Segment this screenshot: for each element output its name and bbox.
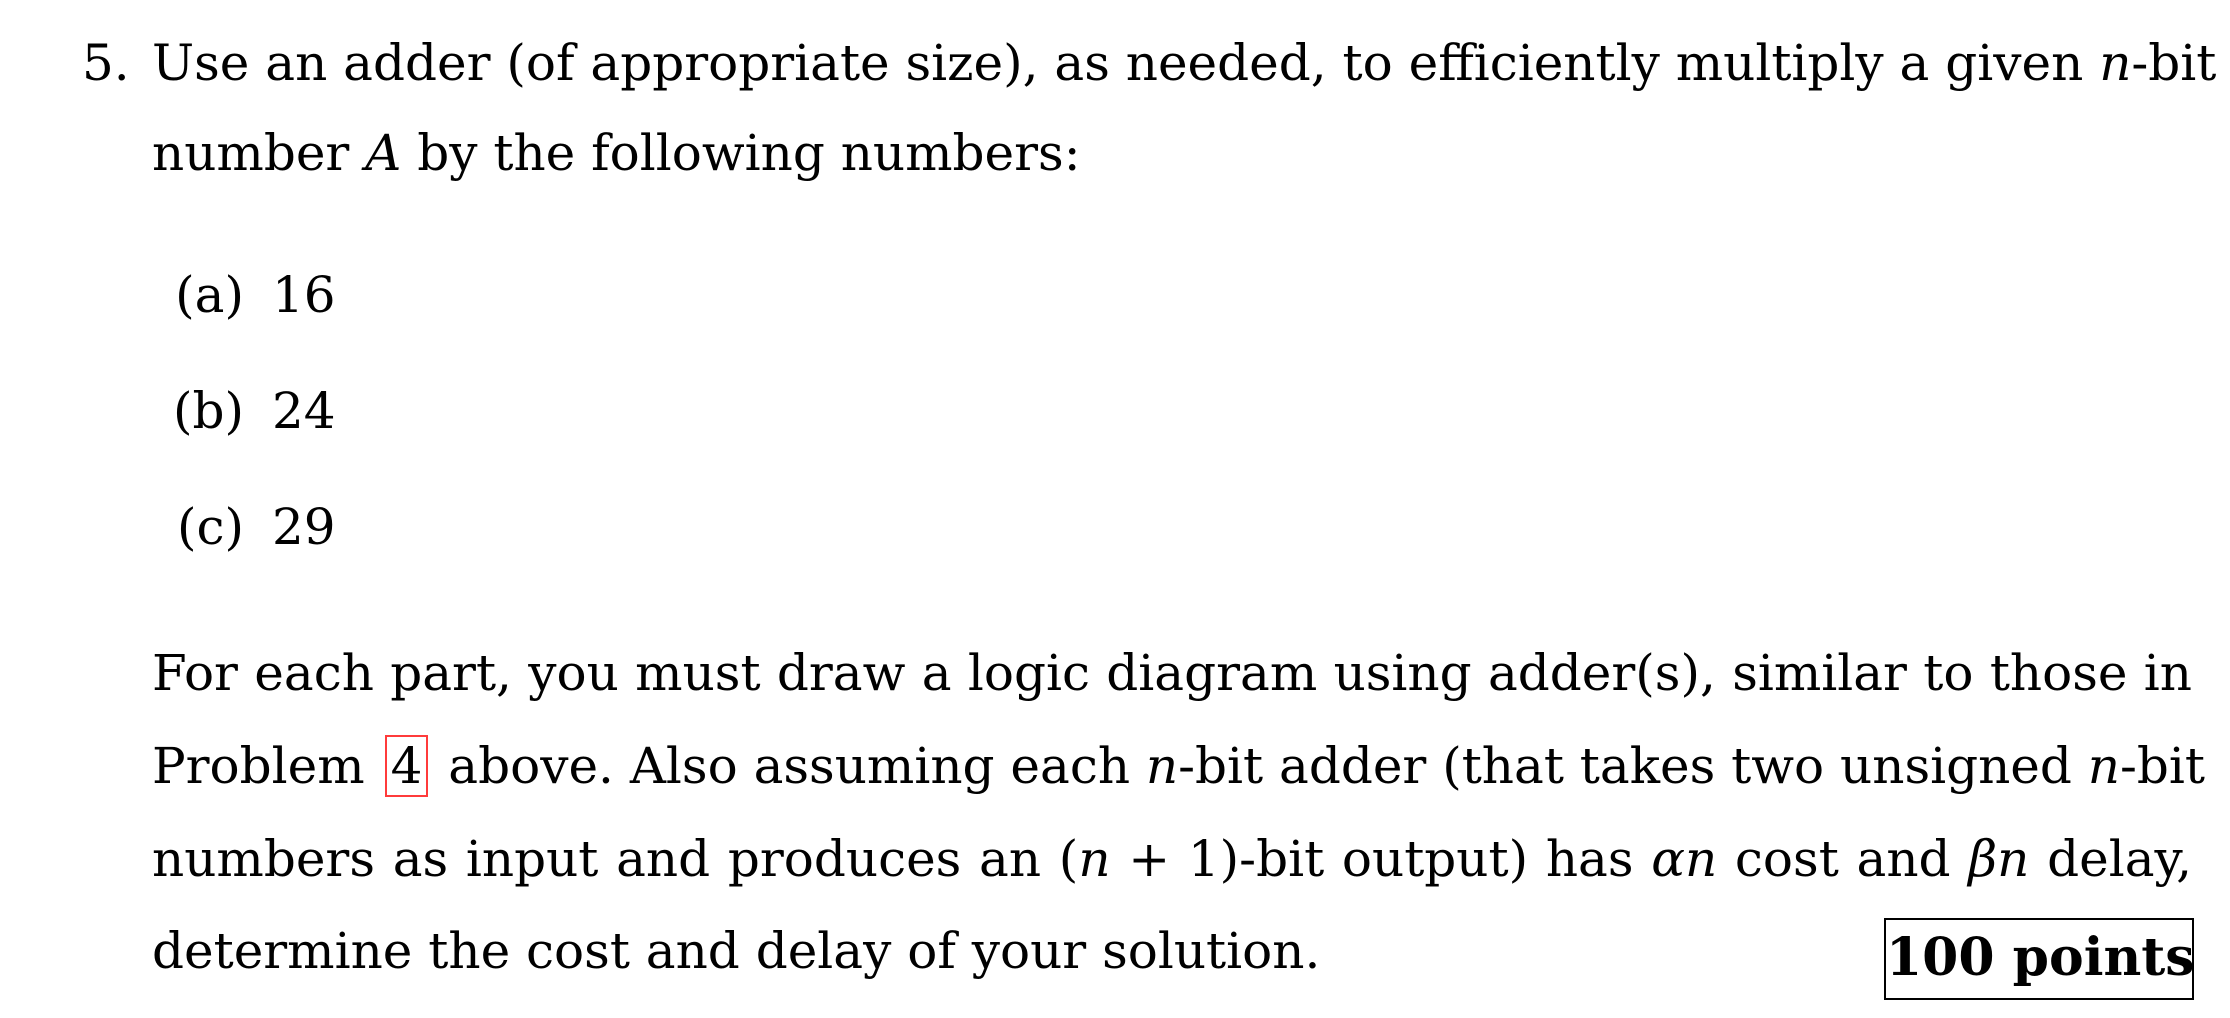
item-b-label-box — [0, 378, 244, 444]
body-line-2 — [152, 733, 2205, 799]
var-n: n — [2099, 34, 2132, 92]
var-n: n — [2087, 737, 2120, 795]
problem-4-link[interactable]: 4 — [385, 735, 429, 797]
item-b-value: 24 — [272, 382, 336, 440]
item-c-value-box — [272, 494, 472, 560]
item-c-label-box — [0, 494, 244, 560]
beta-n: βn — [1968, 830, 2030, 888]
item-a-value: 16 — [272, 266, 336, 324]
item-c-label: (c) — [176, 498, 244, 556]
body-line-4: determine the cost and delay of your solution. — [152, 922, 1321, 980]
body-text-2c: -bit adder (that takes two unsigned — [1178, 737, 2088, 795]
body-text-3c: cost and — [1717, 830, 1969, 888]
intro-line-2 — [152, 120, 2192, 186]
body-text-2a: Problem — [152, 737, 365, 795]
item-a-value-box — [272, 262, 472, 328]
var-A: A — [365, 124, 402, 182]
body-line-1: For each part, you must draw a logic diagram using adder(s), similar to those in — [152, 644, 2192, 702]
var-n: n — [1145, 737, 1179, 795]
intro-text-1b: -bit — [2131, 34, 2217, 92]
item-a-label-box — [0, 262, 244, 328]
intro-text-2b: by the following numbers: — [401, 124, 1081, 182]
var-n: n — [1078, 830, 1111, 888]
body-text-3a: numbers as input and produces an ( — [152, 830, 1079, 888]
intro-text-2a: number — [152, 124, 366, 182]
body-text-3d: delay, — [2029, 830, 2192, 888]
intro-text-1a: Use an adder (of appropriate size), as needed, to efficiently multiply a given — [152, 34, 2100, 92]
body-text-2d: -bit — [2120, 737, 2205, 795]
body-text-3b: + 1)-bit output) has — [1110, 830, 1652, 888]
item-a-label: (a) — [175, 266, 244, 324]
body-line-3 — [152, 826, 2192, 892]
points-box: 100 points — [1884, 918, 2194, 1000]
item-c-value: 29 — [272, 498, 336, 556]
item-b-label: (b) — [172, 382, 244, 440]
body-text-2b: above. Also assuming each — [448, 737, 1146, 795]
item-b-value-box — [272, 378, 472, 444]
problem-number: 5. — [82, 34, 130, 92]
intro-line-1 — [152, 30, 2217, 96]
alpha-n: αn — [1651, 830, 1718, 888]
